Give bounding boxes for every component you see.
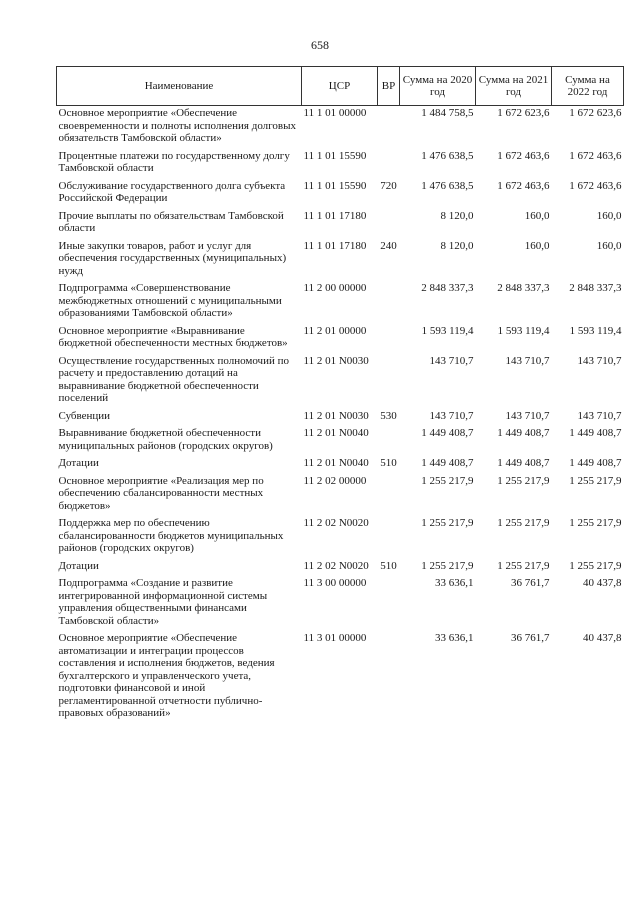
row-sum-2022: 2 848 337,3 [569, 282, 622, 294]
table-row [57, 474, 624, 517]
row-name: Подпрограмма «Совершенствование межбюджетных отношений с муниципальными образованиями Тамбовской области» [58, 282, 282, 319]
row-sum-2021: 1 593 119,4 [497, 324, 550, 337]
budget-table [56, 66, 624, 724]
row-vr [378, 631, 400, 724]
row-sum-2022: 1 593 119,4 [569, 324, 622, 337]
row-csr: 11 2 02 00000 [303, 474, 367, 487]
row-sum-2021: 1 672 463,6 [497, 149, 550, 162]
row-vr [378, 516, 400, 559]
table-row [57, 409, 624, 427]
row-vr: 510 [380, 457, 397, 469]
row-sum-2020: 8 120,0 [440, 209, 474, 222]
table-row [57, 354, 624, 409]
row-sum-2022: 1 672 463,6 [569, 149, 622, 162]
row-sum-2022: 1 672 463,6 [569, 179, 622, 192]
row-vr: 720 [380, 179, 397, 192]
row-sum-2022: 160,0 [596, 209, 622, 222]
row-vr [378, 354, 400, 409]
table-row [57, 559, 624, 577]
row-vr [378, 149, 400, 179]
row-name: Процентные платежи по государственному долгу Тамбовской области [58, 149, 290, 174]
row-vr: 530 [380, 409, 397, 422]
table-row [57, 576, 624, 631]
row-sum-2022: 1 449 408,7 [569, 427, 622, 439]
row-sum-2022: 1 672 623,6 [569, 107, 622, 119]
row-sum-2021: 1 449 408,7 [497, 457, 550, 469]
row-csr: 11 1 01 17180 [303, 239, 367, 252]
row-vr: 510 [380, 559, 397, 572]
row-sum-2021: 1 255 217,9 [497, 559, 550, 572]
row-sum-2022: 40 437,8 [583, 632, 622, 644]
row-sum-2022: 1 255 217,9 [569, 474, 622, 487]
row-csr: 11 2 01 N0030 [303, 409, 369, 422]
row-sum-2021: 1 672 463,6 [497, 179, 550, 192]
row-csr: 11 2 02 N0020 [303, 559, 369, 572]
table-header-row [57, 67, 624, 106]
row-vr [378, 426, 400, 456]
table-row [57, 281, 624, 324]
column-header-2020: Сумма на 2020 год [400, 67, 476, 106]
row-sum-2020: 33 636,1 [435, 577, 474, 589]
row-csr: 11 2 01 N0040 [303, 427, 369, 439]
column-header-name: Наименование [57, 67, 302, 106]
row-name: Обслуживание государственного долга субъекта Российской Федерации [58, 179, 286, 204]
row-sum-2020: 143 710,7 [429, 409, 474, 422]
row-sum-2020: 1 449 408,7 [421, 427, 474, 439]
row-csr: 11 2 00 00000 [303, 282, 367, 294]
row-name: Выравнивание бюджетной обеспеченности муниципальных районов (городских округов) [58, 427, 273, 452]
row-name: Осуществление государственных полномочий по расчету и предоставлению дотаций на выравнивание бюджетной обеспеченности поселений [58, 354, 290, 404]
row-sum-2021: 160,0 [524, 239, 550, 252]
row-csr: 11 1 01 15590 [303, 179, 367, 192]
table-row [57, 324, 624, 354]
row-name: Дотации [58, 559, 99, 572]
row-sum-2022: 1 449 408,7 [569, 457, 622, 469]
row-sum-2021: 36 761,7 [511, 577, 550, 589]
row-sum-2020: 8 120,0 [440, 239, 474, 252]
row-sum-2022: 143 710,7 [577, 409, 622, 422]
row-vr [378, 209, 400, 239]
row-sum-2020: 1 449 408,7 [421, 457, 474, 469]
column-header-2022: Сумма на 2022 год [552, 67, 624, 106]
row-sum-2020: 1 255 217,9 [421, 559, 474, 572]
row-csr: 11 1 01 15590 [303, 149, 367, 162]
row-sum-2022: 1 255 217,9 [569, 559, 622, 572]
table-row [57, 149, 624, 179]
column-header-vr: ВР [378, 67, 400, 106]
table-row [57, 456, 624, 474]
row-sum-2021: 1 255 217,9 [497, 517, 550, 529]
row-sum-2021: 160,0 [524, 209, 550, 222]
row-name: Прочие выплаты по обязательствам Тамбовской области [58, 209, 284, 234]
row-name: Основное мероприятие «Реализация мер по обеспечению сбалансированности местных бюджетов» [58, 474, 264, 512]
table-row [57, 631, 624, 724]
column-header-2021: Сумма на 2021 год [476, 67, 552, 106]
table-row [57, 179, 624, 209]
page-number: 658 [311, 38, 329, 52]
row-csr: 11 3 00 00000 [303, 577, 367, 589]
row-sum-2022: 1 255 217,9 [569, 517, 622, 529]
row-vr [378, 576, 400, 631]
row-vr: 240 [380, 239, 397, 252]
row-sum-2020: 1 476 638,5 [421, 179, 474, 192]
table-row [57, 426, 624, 456]
row-sum-2021: 143 710,7 [505, 409, 550, 422]
table-body [57, 106, 624, 724]
row-sum-2021: 1 449 408,7 [497, 427, 550, 439]
row-sum-2020: 1 255 217,9 [421, 517, 474, 529]
row-sum-2020: 33 636,1 [435, 632, 474, 644]
row-sum-2021: 2 848 337,3 [497, 282, 550, 294]
row-sum-2021: 1 255 217,9 [497, 474, 550, 487]
row-sum-2021: 1 672 623,6 [497, 107, 550, 119]
row-sum-2021: 143 710,7 [505, 354, 550, 367]
row-sum-2021: 36 761,7 [511, 632, 550, 644]
row-vr [378, 324, 400, 354]
table-row [57, 516, 624, 559]
row-name: Основное мероприятие «Обеспечение своевременности и полноты исполнения долговых обязательств Тамбовской области» [58, 107, 296, 144]
row-sum-2020: 1 484 758,5 [421, 107, 474, 119]
row-sum-2022: 40 437,8 [583, 577, 622, 589]
row-name: Субвенции [58, 409, 111, 422]
row-sum-2020: 1 255 217,9 [421, 474, 474, 487]
row-name: Иные закупки товаров, работ и услуг для обеспечения государственных (муниципальных) нужд [58, 239, 287, 277]
row-sum-2022: 143 710,7 [577, 354, 622, 367]
row-sum-2020: 143 710,7 [429, 354, 474, 367]
row-sum-2020: 1 476 638,5 [421, 149, 474, 162]
table-row [57, 209, 624, 239]
row-vr [378, 106, 400, 149]
row-csr: 11 1 01 00000 [303, 107, 367, 119]
row-vr [378, 281, 400, 324]
row-csr: 11 2 01 00000 [303, 324, 367, 337]
row-csr: 11 2 02 N0020 [303, 517, 369, 529]
row-sum-2022: 160,0 [596, 239, 622, 252]
row-csr: 11 2 01 N0030 [303, 354, 369, 367]
table-row [57, 239, 624, 282]
row-name: Дотации [58, 457, 99, 469]
row-sum-2020: 2 848 337,3 [421, 282, 474, 294]
row-csr: 11 2 01 N0040 [303, 457, 369, 469]
column-header-csr: ЦСР [302, 67, 378, 106]
table-row [57, 106, 624, 149]
row-name: Подпрограмма «Создание и развитие интегрированной информационной системы управления общественными финансами Тамбовской области» [58, 577, 268, 627]
row-name: Поддержка мер по обеспечению сбалансированности бюджетов муниципальных районов (городских округов) [58, 517, 284, 554]
row-name: Основное мероприятие «Выравнивание бюджетной обеспеченности местных бюджетов» [58, 324, 288, 349]
row-csr: 11 3 01 00000 [303, 632, 367, 644]
row-csr: 11 1 01 17180 [303, 209, 367, 222]
row-name: Основное мероприятие «Обеспечение автоматизации и интеграции процессов составления и исполнения бюджетов, ведения бухгалтерского и управленческого учета, подготовки финансовой и иной регламентированной отчетности публично-правовых образований» [58, 632, 275, 719]
row-vr [378, 474, 400, 517]
row-sum-2020: 1 593 119,4 [421, 324, 474, 337]
